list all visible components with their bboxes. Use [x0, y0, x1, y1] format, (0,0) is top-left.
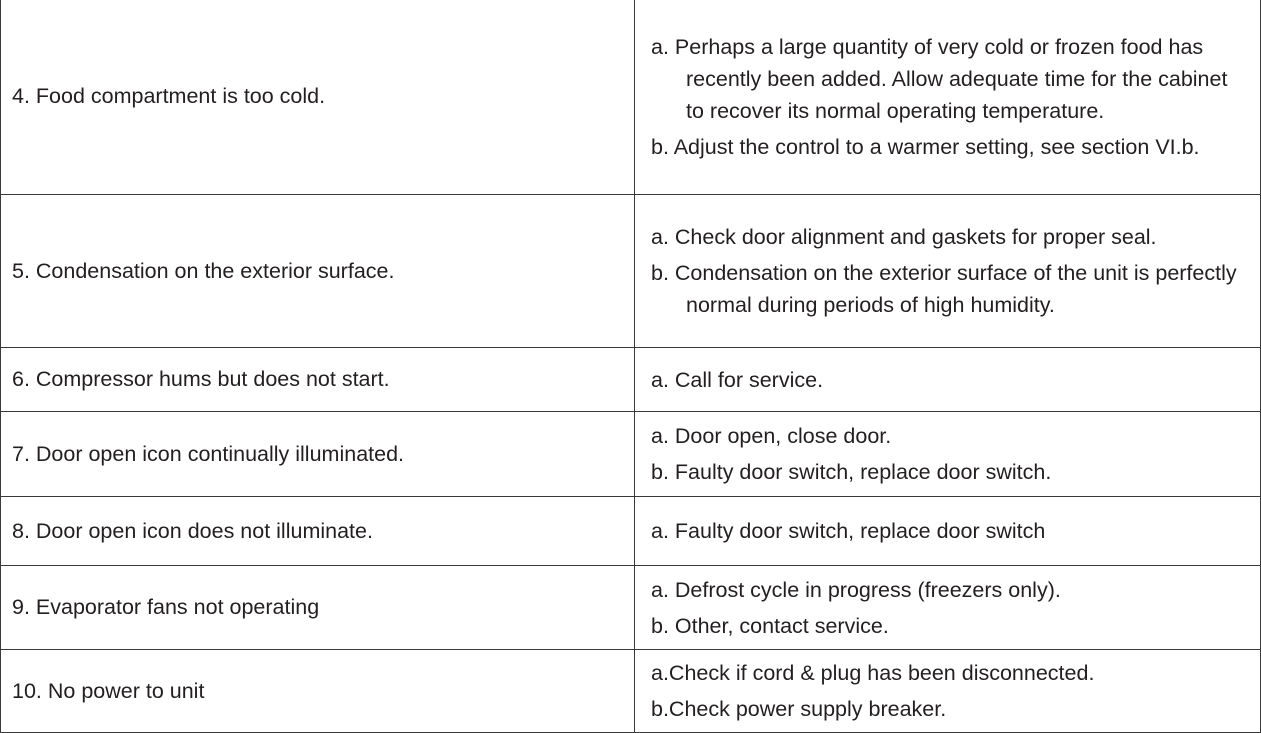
solution-cell	[635, 0, 1261, 195]
solution-continuation-text: normal during periods of high humidity.	[686, 293, 1055, 317]
problem-cell	[1, 348, 635, 412]
solution-item	[651, 257, 1254, 321]
table-row	[1, 650, 1261, 733]
solution-item	[651, 574, 1254, 606]
solution-text: a. Faulty door switch, replace door switch	[651, 519, 1046, 543]
solution-cell	[635, 195, 1261, 348]
problem-text: 8. Door open icon does not illuminate.	[12, 518, 373, 543]
problem-text: 10. No power to unit	[12, 678, 205, 703]
problem-cell	[1, 497, 635, 566]
solution-text: a. Defrost cycle in progress (freezers only).	[651, 577, 1061, 602]
problem-cell	[1, 0, 635, 195]
solution-item	[651, 515, 1254, 547]
solution-item	[651, 420, 1254, 452]
solution-text: a. Check door alignment and gaskets for proper seal.	[651, 225, 1157, 249]
table-row	[1, 412, 1261, 497]
table-row	[1, 195, 1261, 348]
solution-item	[651, 456, 1254, 488]
solution-item	[651, 364, 1254, 396]
problem-cell	[1, 412, 635, 497]
problem-cell	[1, 566, 635, 650]
solution-text: a. Call for service.	[651, 367, 824, 392]
solution-cell	[635, 650, 1261, 733]
solution-text: b. Faulty door switch, replace door switch.	[651, 460, 1052, 484]
troubleshooting-table-body	[1, 0, 1261, 733]
problem-text: 4. Food compartment is too cold.	[12, 84, 326, 108]
solution-cell	[635, 412, 1261, 497]
solution-text: b. Adjust the control to a warmer setting, see section VI.b.	[651, 134, 1200, 159]
problem-text: 6. Compressor hums but does not start.	[12, 367, 390, 391]
solution-text: b.Check power supply breaker.	[651, 697, 947, 721]
problem-text: 9. Evaporator fans not operating	[12, 595, 320, 619]
solution-cell	[635, 497, 1261, 566]
solution-cell	[635, 348, 1261, 412]
problem-text: 5. Condensation on the exterior surface.	[12, 258, 395, 283]
solution-continuation-text: to recover its normal operating temperature.	[686, 98, 1105, 123]
solution-item	[651, 610, 1254, 642]
table-row	[1, 566, 1261, 650]
table-row	[1, 348, 1261, 412]
solution-continuation-text: recently been added. Allow adequate time for the cabinet	[686, 66, 1228, 91]
table-row	[1, 0, 1261, 195]
solution-text: a. Perhaps a large quantity of very cold or frozen food has	[651, 34, 1204, 59]
solution-text: b. Other, contact service.	[651, 613, 889, 638]
solution-item	[651, 693, 1254, 725]
solution-text: a.Check if cord & plug has been disconnected.	[651, 661, 1095, 685]
solution-item	[651, 131, 1254, 163]
problem-cell	[1, 195, 635, 348]
solution-text: b. Condensation on the exterior surface of the unit is perfectly	[651, 261, 1237, 285]
solution-cell	[635, 566, 1261, 650]
solution-text: a. Door open, close door.	[651, 424, 892, 448]
solution-item	[651, 221, 1254, 253]
problem-cell	[1, 650, 635, 733]
problem-text: 7. Door open icon continually illuminated.	[12, 441, 405, 466]
solution-item	[651, 31, 1254, 127]
solution-item	[651, 657, 1254, 689]
table-row	[1, 497, 1261, 566]
